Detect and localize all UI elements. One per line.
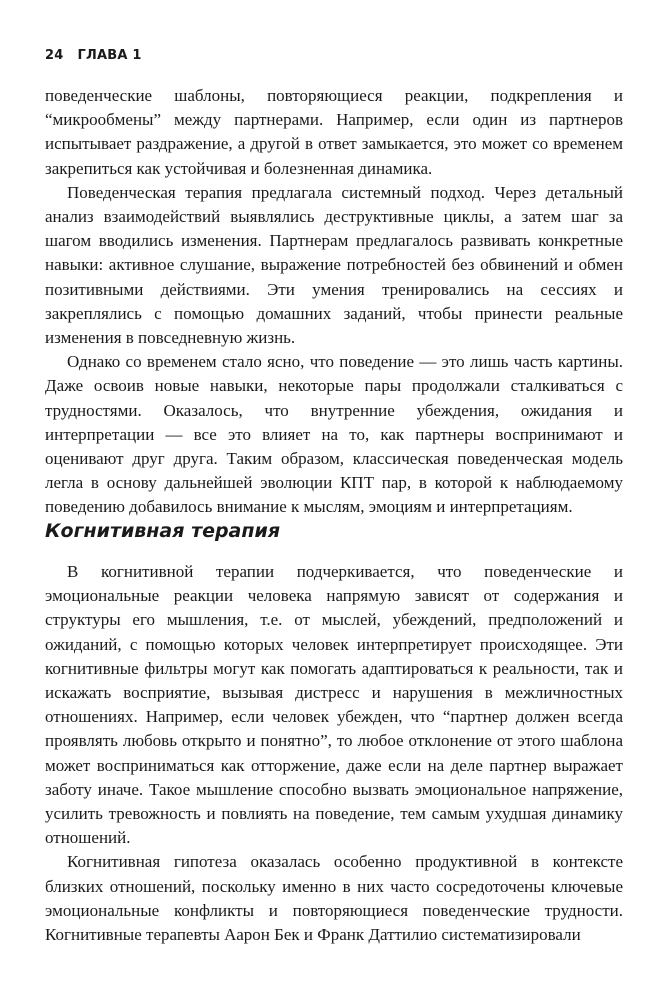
running-head — [45, 48, 142, 63]
paragraph: В когнитивной терапии подчеркивается, что поведенческие и эмоциональные реакции человека напрямую зависят от содержания и структуры его мышления, т.е. от мыслей, убеждений, предположений и ожиданий, с помощью которых человек интерпретирует происходящее. Эти когнитивные фильтры могут как помогать адаптироваться к реальности, так и искажать восприятие, вызывая дистресс и нарушения в межличностных отношениях. Например, если человек убежден, что “партнер должен всегда проявлять любовь открыто и понятно”, то любое отклонение от этого шаблона может восприниматься как отторжение, даже если на деле партнер выражает заботу иначе. Такое мышление способно вызвать эмоциональное напряжение, усилить тревожность и повлиять на поведение, тем самым ухудшая динамику отношений. — [45, 562, 623, 848]
section-heading: Когнитивная терапия — [45, 520, 281, 542]
paragraph: Когнитивная гипотеза оказалась особенно продуктивной в контексте близких отношений, поскольку именно в них часто сосредоточены ключевые эмоциональные конфликты и повторяющиеся поведенческие трудности. Когнитивные терапевты Аарон Бек и Франк Даттилио систематизировали — [45, 852, 623, 945]
paragraph: Поведенческая терапия предлагала системный подход. Через детальный анализ взаимодействий выявлялись деструктивные циклы, а затем шаг за шагом вводились изменения. Партнерам предлагалось развивать конкретные навыки: активное слушание, выражение потребностей без обвинений и обмен позитивными действиями. Эти умения тренировались на сессиях и закреплялись с помощью домашних заданий, чтобы принести реальные изменения в повседневную жизнь. — [45, 182, 623, 348]
chapter-label: ГЛАВА 1 — [77, 48, 142, 63]
text-block-before-heading — [45, 84, 623, 520]
paragraph: поведенческие шаблоны, повторяющиеся реакции, подкрепления и “микрообмены” между партнерами. Например, если один из партнеров испытывает раздражение, а другой в ответ замыкается, это может со временем закрепиться как устойчивая и болезненная динамика. — [45, 86, 623, 178]
page-number: 24 — [45, 48, 64, 63]
paragraph: Однако со временем стало ясно, что поведение — это лишь часть картины. Даже освоив новые навыки, некоторые пары продолжали сталкиваться с трудностями. Оказалось, что внутренние убеждения, ожидания и интерпретации — все это влияет на то, как партнеры воспринимают и оценивают друг друга. Таким образом, классическая поведенческая модель легла в основу дальнейшей эволюции КПТ пар, в которой к наблюдаемому поведению добавилось внимание к мыслям, эмоциям и интерпретациям. — [45, 352, 623, 517]
text-block-after-heading — [45, 560, 623, 947]
